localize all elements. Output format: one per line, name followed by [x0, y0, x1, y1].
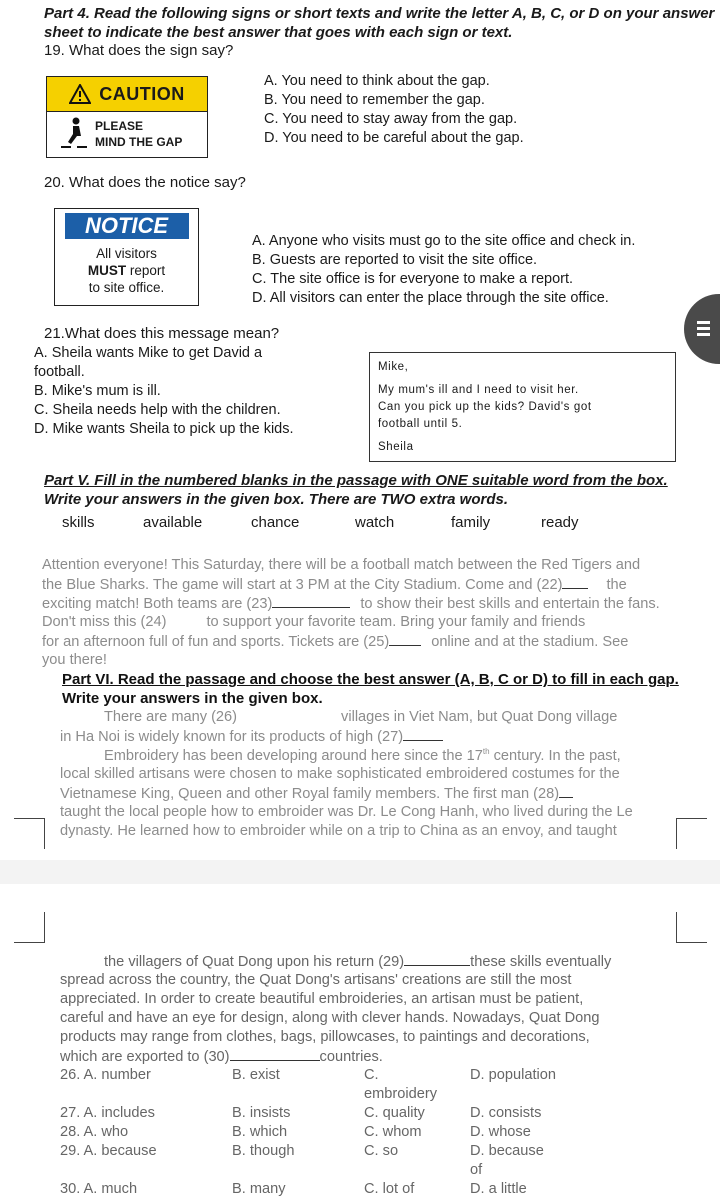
q26-option-c-cont: embroidery [364, 1086, 437, 1102]
part5-heading: Part V. Fill in the numbered blanks in the passage with ONE suitable word from the box. [44, 472, 668, 489]
q28-option-b: B. which [232, 1124, 288, 1140]
message-line3: football until 5. [378, 418, 463, 430]
p5-line5: for an afternoon full of fun and sports. Tickets are (25) online and at the stadium. See [42, 634, 629, 650]
q29-option-c: C. so [364, 1143, 399, 1159]
p6-line12: products may range from clothes, bags, pillowcases, to paintings and decorations, [60, 1029, 590, 1045]
p6-line5: Vietnamese King, Queen and other Royal family members. The first man (28) [60, 785, 573, 802]
q29-option-a: 29. A. because [60, 1143, 157, 1159]
q26-option-d: D. population [470, 1067, 557, 1083]
p6-line6: taught the local people how to embroider was Dr. Le Cong Hanh, who lived during the Le [60, 804, 633, 820]
part5-heading-line2: Write your answers in the given box. There are TWO extra words. [44, 491, 509, 508]
q30-option-a: 30. A. much [60, 1181, 138, 1197]
p6-line4: local skilled artisans were chosen to make sophisticated embroidered costumes for the [60, 766, 620, 782]
message-line1: My mum's ill and I need to visit her. [378, 384, 579, 396]
message-greeting: Mike, [378, 361, 409, 373]
q19-option-c: C. You need to stay away from the gap. [264, 111, 518, 127]
q21-option-b: B. Mike's mum is ill. [34, 383, 161, 399]
message-signature: Sheila [378, 441, 414, 453]
p6-line11: careful and have an eye for design, along with clever hands. Nowadays, Quat Dong [60, 1010, 600, 1026]
q20-option-b: B. Guests are reported to visit the site office. [252, 252, 538, 268]
q19-option-b: B. You need to remember the gap. [264, 92, 485, 108]
sign-line-mind-gap: MIND THE GAP [95, 135, 183, 149]
p6-line10: appreciated. In order to create beautiful embroideries, an artisan must be patient, [60, 991, 584, 1007]
q20-option-a: A. Anyone who visits must go to the site office and check in. [252, 233, 636, 249]
page-break [0, 860, 720, 884]
q30-option-c: C. lot of [364, 1181, 415, 1197]
q28-option-a: 28. A. who [60, 1124, 129, 1140]
caution-label: CAUTION [99, 83, 185, 104]
question-19: 19. What does the sign say? [44, 42, 234, 59]
question-21: 21.What does this message mean? [44, 325, 280, 342]
page-corner-top-left [14, 818, 45, 849]
page-corner-bottom-left [14, 912, 45, 943]
q27-option-b: B. insists [232, 1105, 291, 1121]
q29-option-b: B. though [232, 1143, 295, 1159]
word-box-ready: ready [541, 514, 579, 531]
p6-line7: dynasty. He learned how to embroider while on a trip to China as an envoy, and taught [60, 823, 617, 839]
warning-icon [69, 84, 91, 104]
q29-option-d: D. because [470, 1143, 544, 1159]
q29-option-d-cont: of [470, 1162, 483, 1178]
q26-option-c: C. [364, 1067, 379, 1083]
sign-line-please: PLEASE [95, 119, 144, 133]
word-box-chance: chance [251, 514, 300, 531]
q20-option-c: C. The site office is for everyone to make a report. [252, 271, 574, 287]
p5-line1: Attention everyone! This Saturday, there will be a football match between the Red Tigers and [42, 557, 641, 573]
word-box-skills: skills [62, 514, 95, 531]
q27-option-c: C. quality [364, 1105, 425, 1121]
p6-line2: in Ha Noi is widely known for its products of high (27) [60, 728, 443, 745]
question-20: 20. What does the notice say? [44, 174, 246, 191]
q28-option-c: C. whom [364, 1124, 422, 1140]
p6-line9: spread across the country, the Quat Dong's artisans' creations are still the most [60, 972, 572, 988]
notice-sign [54, 208, 199, 306]
p6-line3: Embroidery has been developing around here since the 17th century. In the past, [104, 747, 621, 764]
part4-heading-line2: sheet to indicate the best answer that goes with each sign or text. [44, 24, 513, 41]
q30-option-d: D. a little [470, 1181, 527, 1197]
p6-line13: which are exported to (30) countries. [60, 1049, 383, 1065]
p5-line4: Don't miss this (24) to support your favorite team. Bring your family and friends [42, 614, 586, 630]
p6-line8: the villagers of Quat Dong upon his return (29) these skills eventually [104, 954, 612, 970]
word-box-available: available [143, 514, 203, 531]
message-line2: Can you pick up the kids? David's got [378, 401, 592, 413]
part4-heading: Part 4. Read the following signs or short texts and write the letter A, B, C, or D on your answer [44, 5, 715, 22]
q19-option-a: A. You need to think about the gap. [264, 73, 490, 89]
q19-option-d: D. You need to be careful about the gap. [264, 130, 524, 146]
q28-option-d: D. whose [470, 1124, 531, 1140]
notice-report: report [126, 263, 166, 278]
q21-option-a: A. Sheila wants Mike to get David a [34, 345, 263, 361]
p6-line1: There are many (26) villages in Viet Nam, but Quat Dong village [104, 709, 618, 725]
q26-option-a: 26. A. number [60, 1067, 151, 1083]
q26-option-b: B. exist [232, 1067, 280, 1083]
notice-title: NOTICE [65, 213, 189, 239]
menu-button[interactable] [684, 294, 720, 364]
person-falling-icon [59, 116, 89, 152]
notice-line3: to site office. [88, 280, 165, 295]
word-box-family: family [451, 514, 491, 531]
menu-icon[interactable] [684, 294, 720, 364]
q30-option-b: B. many [232, 1181, 286, 1197]
q27-option-d: D. consists [470, 1105, 542, 1121]
p5-line3: exciting match! Both teams are (23) to show their best skills and entertain the fans. [42, 596, 660, 612]
q20-option-d: D. All visitors can enter the place through the site office. [252, 290, 609, 306]
q21-option-d: D. Mike wants Sheila to pick up the kids. [34, 421, 294, 437]
notice-line1: All visitors [96, 246, 157, 261]
q21-option-a-cont: football. [34, 364, 85, 380]
message-note [369, 352, 676, 462]
caution-sign [46, 76, 208, 158]
p5-line2: the Blue Sharks. The game will start at 3 PM at the City Stadium. Come and (22) the [42, 577, 627, 593]
notice-must: MUST [87, 263, 127, 278]
part6-heading-line2: Write your answers in the given box. [62, 690, 323, 707]
p5-line6: you there! [42, 652, 107, 668]
part6-heading: Part VI. Read the passage and choose the best answer (A, B, C or D) to fill in each gap. [62, 671, 679, 688]
q27-option-a: 27. A. includes [60, 1105, 155, 1121]
page-corner-top-right [676, 818, 707, 849]
page-corner-bottom-right [676, 912, 707, 943]
word-box-watch: watch [355, 514, 395, 531]
q21-option-c: C. Sheila needs help with the children. [34, 402, 281, 418]
